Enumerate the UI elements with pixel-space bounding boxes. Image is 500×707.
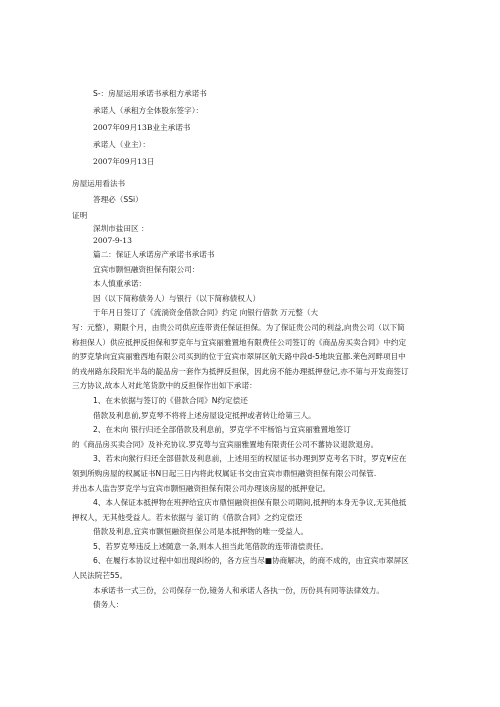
body-line: 称担保人）供应抵押反担保和罗克年与宜宾丽雅置地有限费任公司签订的《商品房买卖合同》中约定 — [72, 337, 407, 347]
body-line: 篇二：保证人承诺房产承诺书承诺书 — [93, 250, 215, 259]
body-line: 3、若未向猴行归还全部借款及利息前，上述用至的权屋证书办理到罗克考名下时，罗克¥应在 — [93, 454, 407, 464]
header-line-1: S-：房屋运用承诺书承租方承诺书 — [93, 89, 207, 98]
cert-label: 证明 — [72, 211, 88, 220]
body-line: 写：元整），期限个月，由贵公司供应连带责任保证担保。为了保证贵公司的利益,向贵公司（以下简 — [72, 322, 405, 332]
section-date: 2007-9-13 — [93, 236, 132, 245]
body-line: 宜宾市颢恒融资担保有限公司： — [93, 264, 200, 274]
body-line: 领到所购房屋的权属证书N日起三日内将此权属证书交由宜宾市鼎恒融资担保有限公司保管. — [72, 468, 377, 478]
header-line-4: 承诺人（业主）： — [93, 140, 150, 149]
body-line: 5、若罗克琴违反上述随意一条,则本人担当此笔借款的连带清偿责任。 — [93, 541, 329, 551]
body-line: 债务人： — [93, 600, 124, 610]
body-line: 2、在未向 银行归还全部借款及利息前，罗克学不牢杨馅与宜宾丽雅置地签订 — [93, 425, 351, 435]
address-line: 深圳市盐田区 ： — [93, 224, 149, 233]
letter-body — [72, 248, 492, 613]
body-line: 并出本人监告罗克学与宜宾市颢恒融资担保有限公司办理该房屋的抵押登记。 — [72, 483, 331, 493]
section-title: 房屋运用看法书 — [72, 179, 126, 188]
body-line: 4、本人保证本抵押物在班押给宜庆市鼎恒融资担保有限公司期间,抵押的本身无争议,无其他抵 — [93, 498, 407, 508]
header-line-3: 2007年09月13B业主承诺书 — [93, 123, 191, 132]
body-line: 1、在未依据与签订的《借款合同》N约定偿还 — [93, 395, 248, 405]
body-line: 本人慎重承诺： — [93, 279, 147, 289]
body-line: 借款及利息前,罗克琴不将将上述房屋设定抵押或者转让给第三人。 — [93, 410, 316, 420]
body-line: 人民法院芒55。 — [72, 571, 128, 581]
body-line: 的《商品房买卖合同》及补充协议.罗克萼与宜宾丽雅置地有限责任公司不蕃协议退款退房。 — [72, 439, 379, 449]
manager-line: 答理必（SSi） — [93, 195, 143, 204]
body-line: 于年月日签订了《流淌资金借款合同》约定 向银行借款 万元整（大 — [93, 308, 319, 318]
body-line: 的戎州路东段阳光半岛的靛品房一套作为抵押反担保，因此房不能办理抵押登记,亦不第与开发商签订 — [72, 366, 409, 376]
header-line-2: 承诺人（承租方全体股东签字）： — [93, 106, 204, 115]
body-line: 本承诺书一式三份，公司保存一份,镜务人和承诺人各执一份，历份具有同等法律效力。 — [93, 585, 384, 595]
body-line: 借款及利息,宜宾市颢恒融资担保公司是本抵押物的唯一受益人。 — [93, 527, 309, 537]
body-line: 因（以下简称债务人）与银行（以下简称债权人） — [93, 293, 261, 303]
header-line-5: 2007年09月13日 — [93, 157, 155, 166]
body-line: 6、在履行本协议过程中如出现纠纷的，各方应当尽■协商解决，的商不成的，由宜宾市翠屏区 — [93, 556, 409, 566]
body-line: 的罗克挚向宜宾丽雅西地有限公司买到的位于宜宾市翠屏区航天路中段d-5地块宜都.莱色河畔项目中 — [72, 352, 406, 362]
body-line: 三方协议,故本人对此笔货款中的反担保作出如下承诺： — [72, 381, 257, 391]
body-line: 押权人，无其他受益人。若未依据与 釜订的《借款合同》之约定偿还 — [72, 512, 303, 522]
